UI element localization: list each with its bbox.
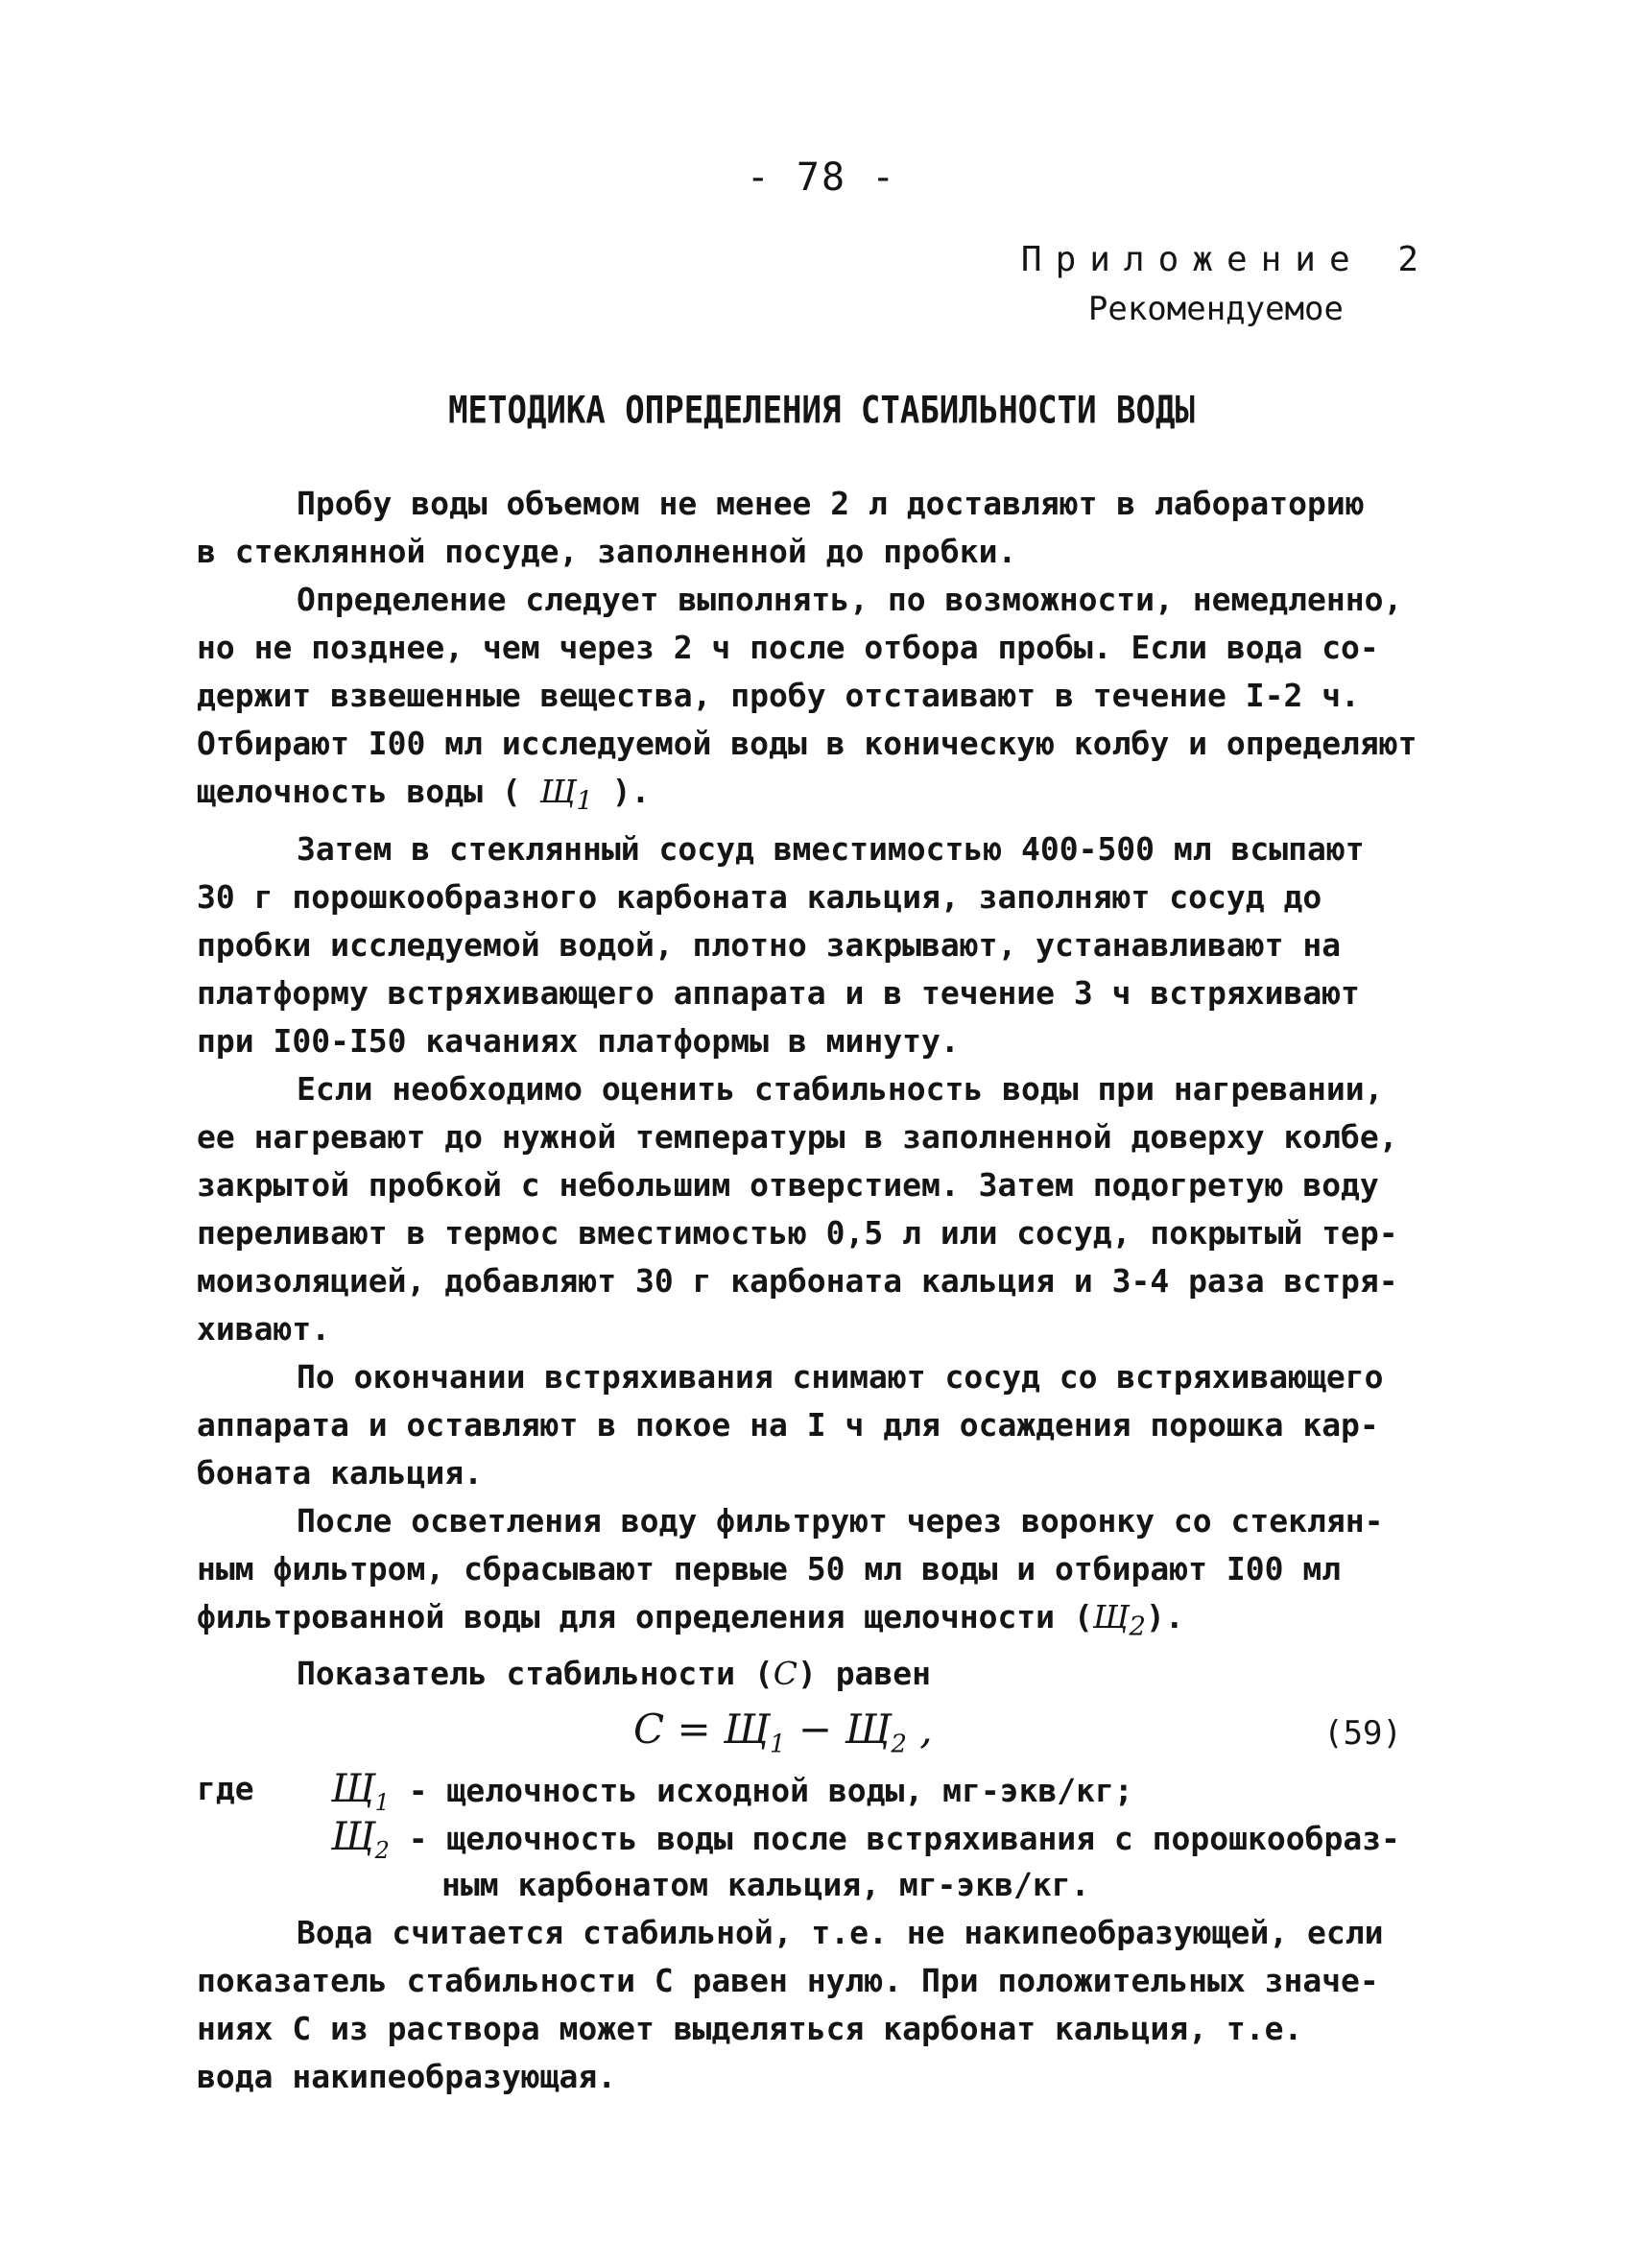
text-line	[197, 1593, 1462, 1651]
alkalinity-symbol: $Щ_2$	[331, 1815, 390, 1865]
text-line: моизоляцией, добавляют 30 г карбоната кальция и 3-4 раза встря-	[197, 1261, 1398, 1300]
appendix-note: Рекомендуемое	[1087, 290, 1344, 328]
text-line: ниях С из раствора может выделяться карбонат кальция, т.е.	[197, 2010, 1303, 2048]
alkalinity-symbol: $Щ_1$	[331, 1767, 390, 1817]
text-line: платформу встряхивающего аппарата и в течение 3 ч встряхивают	[197, 973, 1360, 1012]
formula-block	[197, 1702, 1462, 1765]
text-line: вода накипеобразующая.	[197, 2058, 617, 2096]
alkalinity-symbol: $Щ_1$	[539, 773, 593, 817]
paragraph-6	[197, 1497, 1462, 1651]
text-line: Отбирают I00 мл исследуемой воды в коническую колбу и определяют	[197, 725, 1417, 762]
text-line: закрытой пробкой с небольшим отверстием. Затем подогретую воду	[197, 1165, 1379, 1204]
text-line: показатель стабильности С равен нулю. При положительных значе-	[197, 1962, 1379, 2000]
text-fragment: ) равен	[797, 1655, 932, 1693]
alkalinity-symbol: $Щ_2$	[1092, 1597, 1146, 1642]
paragraph-3	[197, 825, 1462, 1065]
definition-continuation: ным карбонатом кальция, мг-экв/кг.	[441, 1866, 1090, 1904]
text-line: ее нагревают до нужной температуры в заполненной доверху колбе,	[197, 1117, 1398, 1156]
stability-symbol: C	[773, 1655, 798, 1693]
variable-definitions	[197, 1765, 1462, 1909]
paragraph-8	[197, 1909, 1462, 2101]
where-label: где	[197, 1770, 254, 1808]
paragraph-4	[197, 1065, 1462, 1353]
text-line: Если необходимо оценить стабильность воды при нагревании,	[297, 1069, 1384, 1108]
paragraph-2	[197, 576, 1462, 825]
text-line	[197, 1650, 1462, 1698]
text-line: Пробу воды объемом не менее 2 л доставляют в лабораторию	[297, 485, 1365, 522]
text-line: пробки исследуемой водой, плотно закрывают, устанавливают на	[197, 925, 1342, 964]
document-body	[197, 480, 1462, 2101]
paragraph-5	[197, 1353, 1462, 1497]
paragraph-1	[197, 480, 1462, 576]
document-title: МЕТОДИКА ОПРЕДЕЛЕНИЯ СТАБИЛЬНОСТИ ВОДЫ	[448, 389, 1195, 433]
text-line: ным фильтром, сбрасывают первые 50 мл воды и отбирают I00 мл	[197, 1549, 1342, 1588]
text-line: Вода считается стабильной, т.е. не накипеобразующей, если	[297, 1914, 1384, 1952]
text-line: 30 г порошкообразного карбоната кальция, заполняют сосуд до	[197, 877, 1322, 916]
formula-number: (59)	[1323, 1714, 1402, 1754]
text-line: хивают.	[197, 1309, 331, 1348]
text-line: но не позднее, чем через 2 ч после отбора пробы. Если вода со-	[197, 629, 1379, 666]
text-fragment: ).	[1145, 1597, 1184, 1635]
definition-alkalinity-2: $Щ_2$ - щелочность воды после встряхивания с порошкообраз-	[331, 1815, 1400, 1865]
stability-formula: $C = Щ_1 - Щ_2$ ,	[633, 1706, 933, 1759]
text-line	[197, 768, 1462, 825]
text-line: По окончании встряхивания снимают сосуд со встряхивающего	[297, 1357, 1384, 1396]
text-fragment: щелочность воды (	[197, 773, 521, 810]
definition-alkalinity-1: $Щ_1$ - щелочность исходной воды, мг-экв/кг;	[331, 1767, 1133, 1817]
text-line: После осветления воду фильтруют через воронку со стеклян-	[297, 1501, 1384, 1540]
text-line: боната кальция.	[197, 1453, 484, 1492]
text-line: переливают в термос вместимостью 0,5 л или сосуд, покрытый тер-	[197, 1213, 1398, 1252]
text-line: Затем в стеклянный сосуд вместимостью 400-500 мл всыпают	[297, 829, 1365, 868]
text-fragment: фильтрованной воды для определения щелочности (	[197, 1597, 1093, 1635]
text-line: в стеклянной посуде, заполненной до пробки.	[197, 533, 1017, 570]
text-line: Определение следует выполнять, по возможности, немедленно,	[297, 581, 1403, 618]
text-line: держит взвешенные вещества, пробу отстаивают в течение I-2 ч.	[197, 677, 1360, 714]
appendix-label: Приложение 2	[1020, 240, 1432, 279]
paragraph-7	[197, 1650, 1462, 1698]
text-fragment: ).	[611, 773, 651, 810]
text-fragment: Показатель стабильности (	[297, 1655, 774, 1693]
text-line: при I00-I50 качаниях платформы в минуту.	[197, 1021, 960, 1060]
text-line: аппарата и оставляют в покое на I ч для осаждения порошка кар-	[197, 1405, 1379, 1444]
page-number: - 78 -	[746, 155, 897, 200]
